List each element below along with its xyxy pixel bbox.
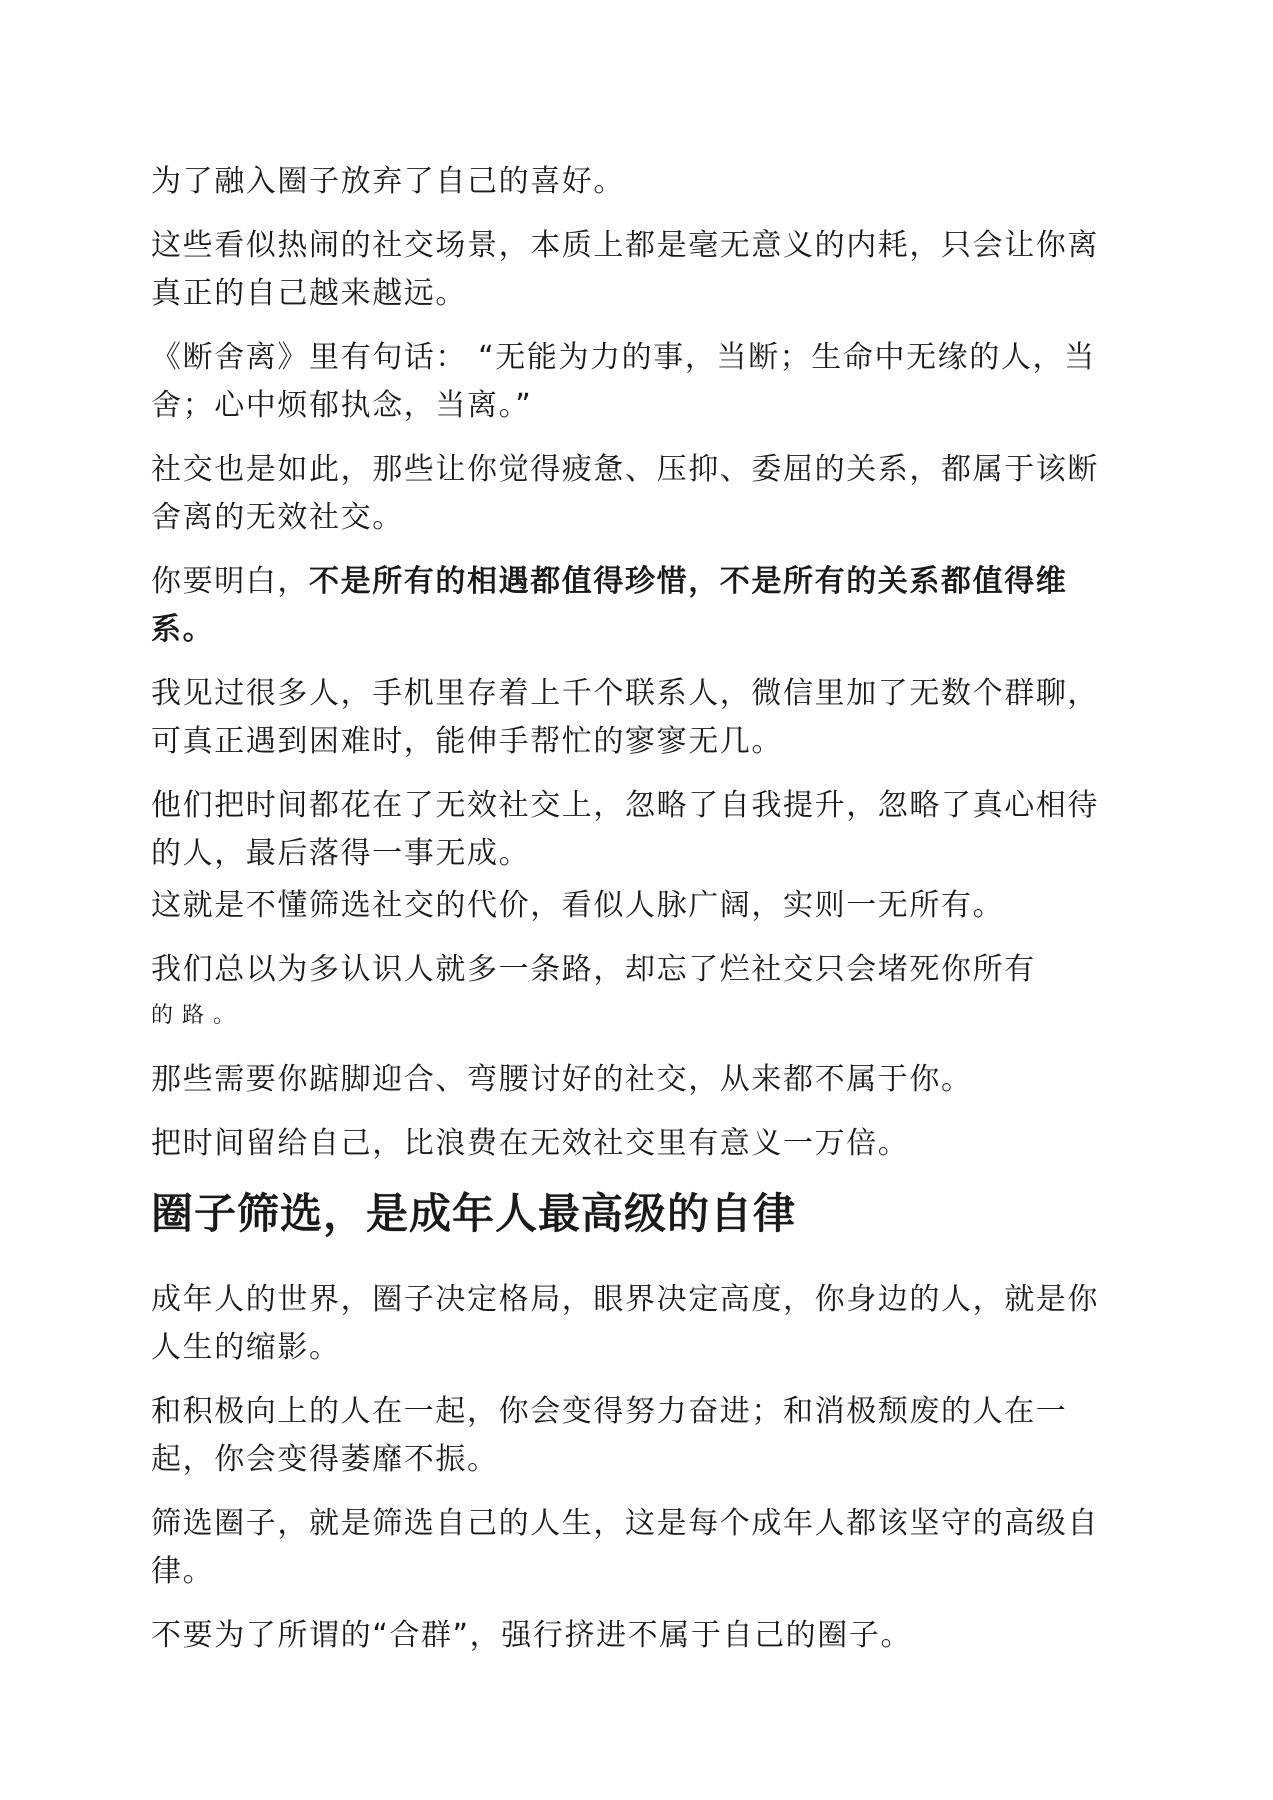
paragraph: 筛选圈子，就是筛选自己的人生，这是每个成年人都该坚守的高级自律。: [151, 1506, 1099, 1589]
paragraph: 他们把时间都花在了无效社交上，忽略了自我提升，忽略了真心相待的人，最后落得一事无成。: [151, 788, 1099, 871]
paragraph: 社交也是如此，那些让你觉得疲惫、压抑、委屈的关系，都属于该断舍离的无效社交。: [151, 452, 1099, 535]
section-heading: 圈子筛选，是成年人最高级的自律: [151, 1189, 797, 1238]
article-body: [151, 158, 1111, 1676]
emphasis-paragraph: [151, 558, 1111, 654]
quote-paragraph: 《断舍离》里有句话： “无能为力的事，当断；生命中无缘的人，当舍；心中烦郁执念，当离。”: [151, 340, 1096, 423]
bold-statement: 不是所有的相遇都值得珍惜，不是所有的关系都值得维系。: [151, 564, 1068, 647]
paragraph: 这些看似热闹的社交场景，本质上都是毫无意义的内耗，只会让你离真正的自己越来越远。: [151, 228, 1099, 311]
paragraph-tail: 的路。: [151, 1003, 245, 1028]
paragraph: 那些需要你踮脚迎合、弯腰讨好的社交，从来都不属于你。: [151, 1062, 973, 1097]
paragraph: 不要为了所谓的“合群”，强行挤进不属于自己的圈子。: [151, 1618, 913, 1653]
paragraph: 为了融入圈子放弃了自己的喜好。: [151, 164, 625, 199]
paragraph: 我见过很多人，手机里存着上千个联系人，微信里加了无数个群聊，可真正遇到困难时，能伸手帮忙的寥寥无几。: [151, 676, 1099, 759]
paragraph-lead: 你要明白，: [151, 564, 309, 599]
paragraph: 和积极向上的人在一起，你会变得努力奋进；和消极颓废的人在一起，你会变得萎靡不振。: [151, 1394, 1068, 1477]
paragraph: 这就是不懂筛选社交的代价，看似人脉广阔，实则一无所有。: [151, 888, 1005, 923]
paragraph: 把时间留给自己，比浪费在无效社交里有意义一万倍。: [151, 1126, 910, 1161]
paragraph: 我们总以为多认识人就多一条路，却忘了烂社交只会堵死你所有: [151, 952, 1036, 987]
paragraph: 成年人的世界，圈子决定格局，眼界决定高度，你身边的人，就是你人生的缩影。: [151, 1282, 1099, 1365]
